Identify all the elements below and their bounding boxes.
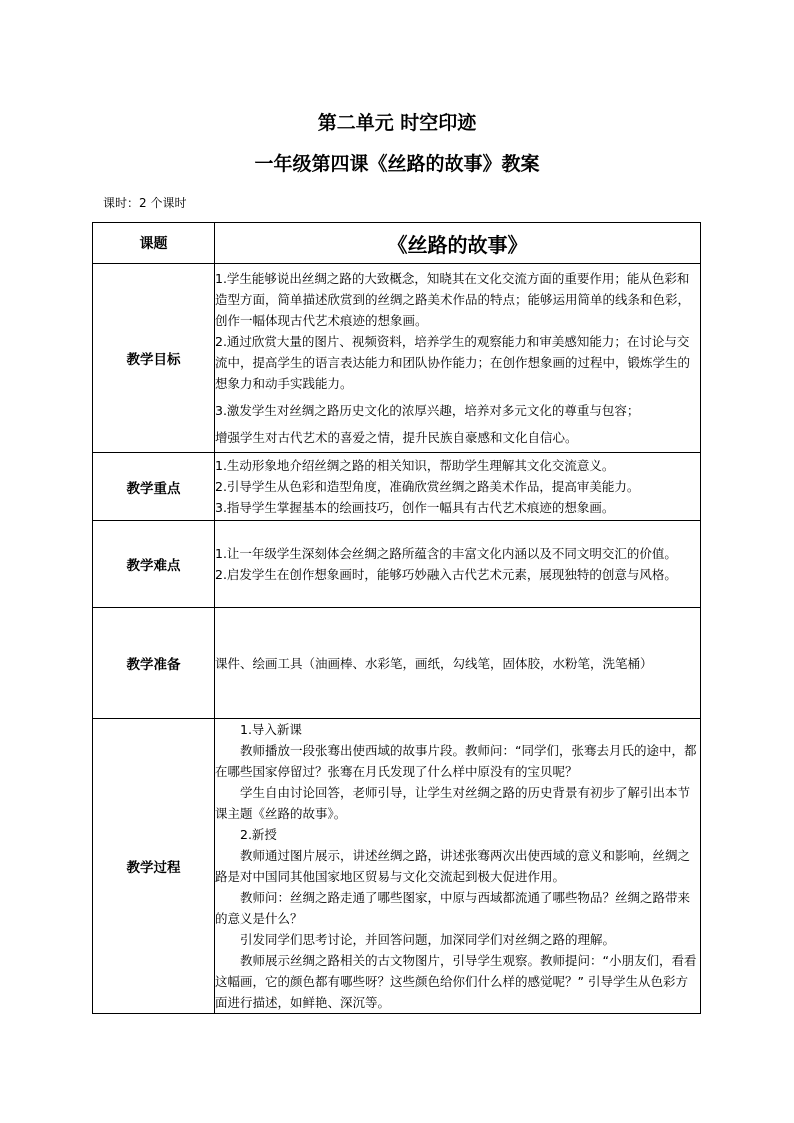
goal-item: 3.激发学生对丝绸之路历史文化的浓厚兴趣，培养对多元文化的尊重与包容； [215,403,640,418]
process-item: 教师问：丝绸之路走通了哪些图家，中原与西域都流通了哪些物品？丝绸之路带来的意义是什么？ [215,890,691,926]
goals-row [93,264,701,453]
difficulty-item: 2.启发学生在创作想象画时，能够巧妙融入古代艺术元素，展现独特的创意与风格。 [215,567,677,582]
goals-content [215,264,701,453]
key-point-item: 2.引导学生从色彩和造型角度，准确欣赏丝绸之路美术作品，提高审美能力。 [215,479,640,494]
preparation-row [93,608,701,719]
goal-item: 1.学生能够说出丝绸之路的大致概念，知晓其在文化交流方面的重要作用；能从色彩和造型方面，简单描述欣赏到的丝绸之路美术作品的特点；能够运用简单的线条和色彩，创作一幅体现古代艺术痕迹的想象画。 [215,271,691,328]
process-item: 引发同学们思考讨论，并回答问题，加深同学们对丝绸之路的理解。 [240,932,616,947]
lesson-plan-table [92,222,701,1014]
difficulty-item: 1.让一年级学生深刻体会丝绸之路所蕴含的丰富文化内涵以及不同文明交汇的价值。 [215,546,677,561]
goal-item: 增强学生对古代艺术的喜爱之情，提升民族自豪感和文化自信心。 [215,430,578,445]
process-row [93,719,701,1014]
difficulties-content [215,521,701,608]
topic-row [93,223,701,264]
preparation-label: 教学准备 [93,608,215,719]
process-item: 教师通过图片展示，讲述丝绸之路，讲述张骞两次出使西域的意义和影响，丝绸之路是对中国同其他国家地区贸易与文化交流起到极大促进作用。 [215,848,691,884]
process-item: 教师展示丝绸之路相关的古文物图片，引导学生观察。教师提问：“小朋友们，看看这幅画，它的颜色都有哪些呀？这些颜色给你们什么样的感觉呢？” 引导学生从色彩方面进行描述，如鲜艳、深沉等。 [215,953,697,1010]
difficulties-label: 教学难点 [93,521,215,608]
goal-item: 2.通过欣赏大量的图片、视频资料，培养学生的观察能力和审美感知能力；在讨论与交流中，提高学生的语言表达能力和团队协作能力；在创作想象画的过程中，锻炼学生的想象力和动手实践能力。 [215,334,691,391]
key-points-row [93,453,701,521]
topic-label: 课题 [93,223,215,264]
preparation-content [215,608,701,719]
preparation-text: 课件、绘画工具（油画棒、水彩笔，画纸，勾线笔，固体胶，水粉笔，洗笔桶） [215,655,653,671]
key-points-label: 教学重点 [93,453,215,521]
lesson-title: 一年级第四课《丝路的故事》教案 [254,153,540,175]
difficulties-row [93,521,701,608]
process-item: 学生自由讨论回答，老师引导，让学生对丝绸之路的历史背景有初步了解引出本节课主题《丝路的故事》。 [215,785,691,821]
process-content [215,719,701,1014]
process-item: 教师播放一段张骞出使西域的故事片段。教师问：“同学们，张骞去月氏的途中，都在哪些国家停留过？张骞在月氏发现了什么样中原没有的宝贝呢？ [215,743,697,779]
class-hours: 课时：2 个课时 [103,196,187,210]
key-point-item: 1.生动形象地介绍丝绸之路的相关知识，帮助学生理解其文化交流意义。 [215,458,615,473]
goals-label: 教学目标 [93,264,215,453]
key-points-content [215,453,701,521]
key-point-item: 3.指导学生掌握基本的绘画技巧，创作一幅具有古代艺术痕迹的想象画。 [215,500,615,515]
process-item: 2.新授 [240,827,277,842]
topic-value: 《丝路的故事》 [215,223,701,264]
unit-title: 第二单元 时空印迹 [317,112,477,134]
process-item: 1.导入新课 [240,722,302,737]
process-label: 教学过程 [93,719,215,1014]
